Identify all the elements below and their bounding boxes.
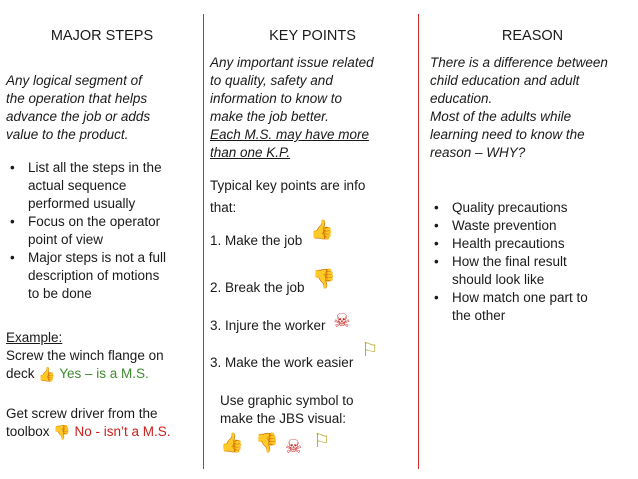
- reason-paragraph: There is a difference between child education and adult education. Most of the adults while learning need to know the reason – WHY?: [430, 55, 608, 160]
- counter-no-text: No - isn’t a M.S.: [74, 424, 171, 439]
- column-key-points: [210, 0, 415, 479]
- list-item: • Focus on the operator point of view: [6, 213, 198, 249]
- example-label: Example:: [6, 330, 63, 345]
- list-item: • Major steps is not a full description of motions to be done: [6, 249, 198, 303]
- column-divider-left: [203, 14, 204, 469]
- key-points-definition: Any important issue related to quality, safety and information to know to make the job better. Each M.S. may have more than one K.P.: [210, 55, 374, 160]
- thumbs-up-icon: 👍: [38, 366, 56, 382]
- thumbs-down-icon: 👎: [312, 269, 336, 290]
- thumbs-up-icon: 👍: [310, 220, 334, 241]
- column-major-steps: [6, 0, 198, 479]
- key-point-break: 2. Break the job 👎: [210, 269, 336, 295]
- flag-icon: ⚐: [313, 431, 331, 452]
- thumbs-down-icon: 👎: [53, 424, 71, 440]
- list-item: • How match one part to the other: [430, 289, 635, 325]
- example-yes-text: Yes – is a M.S.: [59, 366, 149, 381]
- thumbs-down-icon: 👎: [255, 433, 279, 454]
- major-steps-definition: Any logical segment of the operation that helps advance the job or adds value to the product.: [6, 73, 151, 142]
- list-item: • How the final result should look like: [430, 253, 635, 289]
- list-item: • Health precautions: [430, 235, 635, 253]
- key-points-intro: Typical key points are info that:: [210, 178, 366, 215]
- list-item: • Waste prevention: [430, 217, 635, 235]
- key-point-injure: 3. Injure the worker ☠: [210, 311, 351, 333]
- column-reason: [430, 0, 635, 479]
- heading-key-points: KEY POINTS: [269, 28, 356, 44]
- heading-major-steps: MAJOR STEPS: [50, 28, 154, 44]
- skull-crossbones-icon: ☠: [333, 311, 351, 332]
- heading-reason: REASON: [501, 28, 564, 44]
- skull-crossbones-icon: ☠: [285, 437, 303, 458]
- key-point-easier: 3. Make the work easier ⚐: [210, 340, 379, 370]
- list-item: • List all the steps in the actual sequence performed usually: [6, 159, 198, 213]
- reason-bullets: [430, 199, 635, 325]
- symbol-note: Use graphic symbol to make the JBS visual:: [220, 393, 354, 426]
- example-block: Example: Screw the winch flange on deck 👍 Yes – is a M.S.: [6, 329, 198, 383]
- thumbs-up-icon: 👍: [220, 433, 244, 454]
- key-point-make: 1. Make the job 👍: [210, 220, 334, 248]
- counter-example-block: Get screw driver from the toolbox 👎 No - isn’t a M.S.: [6, 406, 171, 440]
- flag-icon: ⚐: [361, 340, 379, 361]
- major-steps-bullets: [6, 159, 198, 303]
- list-item: • Quality precautions: [430, 199, 635, 217]
